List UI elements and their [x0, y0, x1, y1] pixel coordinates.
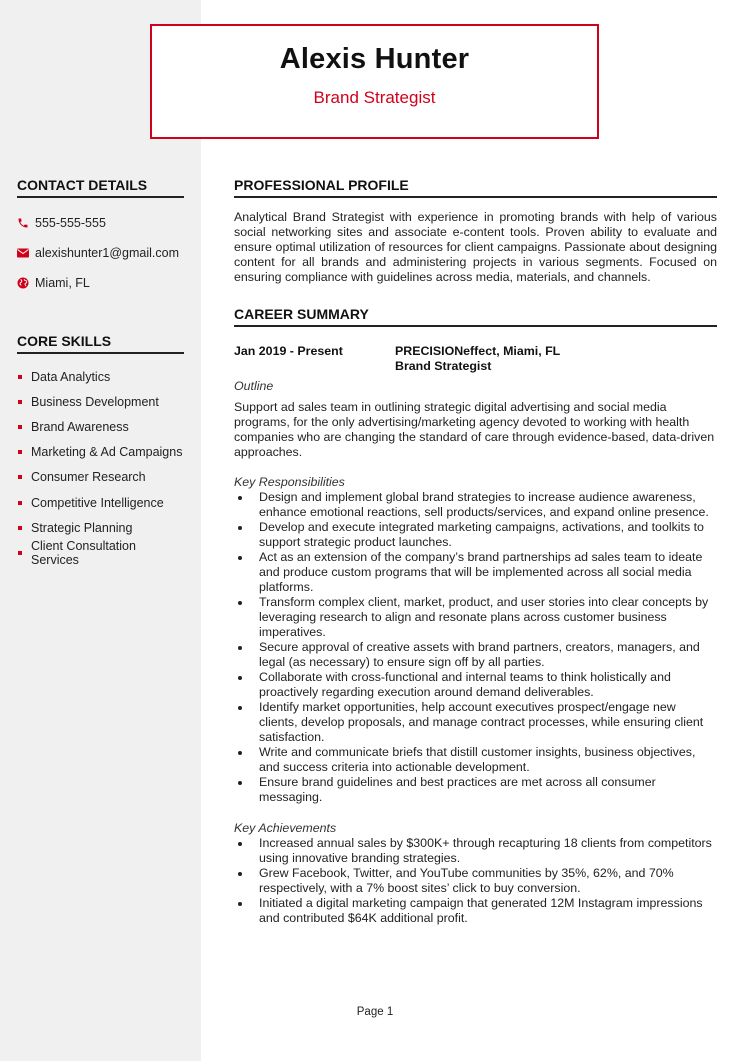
skill-item	[17, 490, 184, 515]
bullet-square-icon	[18, 425, 22, 429]
bullet-icon	[238, 496, 242, 500]
achievements-label: Key Achievements	[234, 821, 337, 835]
list-item-text: Act as an extension of the company’s brand partnerships ad sales team to ideate and produce custom programs that will be implemented across all social media platforms.	[259, 550, 703, 594]
list-item-text: Identify market opportunities, help account executives prospect/engage new clients, develop proposals, and manage contract processes, while ensuring client satisfaction.	[259, 700, 704, 744]
bullet-icon	[238, 526, 242, 530]
skills-title: CORE SKILLS	[17, 333, 184, 354]
page-number: Page 1	[356, 1006, 394, 1018]
skill-item	[17, 364, 184, 389]
skill-item	[17, 440, 184, 465]
contact-phone	[17, 208, 184, 238]
list-item	[234, 550, 717, 595]
bullet-square-icon	[18, 526, 22, 530]
bullet-square-icon	[18, 375, 22, 379]
profile-title: PROFESSIONAL PROFILE	[234, 177, 717, 198]
bullet-icon	[238, 556, 242, 560]
skill-item	[17, 414, 184, 439]
list-item	[234, 896, 717, 926]
candidate-role: Brand Strategist	[313, 88, 436, 107]
list-item	[234, 670, 717, 700]
bullet-square-icon	[18, 400, 22, 404]
profile-section	[234, 177, 717, 285]
contact-location	[17, 268, 184, 298]
responsibilities-list	[234, 490, 717, 805]
career-section	[234, 306, 717, 926]
list-item-text: Design and implement global brand strategies to increase audience awareness, enhance emotional reactions, sell products/services, and expand online presence.	[259, 490, 709, 519]
list-item-text: Ensure brand guidelines and best practices are met across all consumer messaging.	[259, 775, 656, 804]
list-item-text: Develop and execute integrated marketing campaigns, activations, and toolkits to support strategic product launches.	[259, 520, 704, 549]
bullet-square-icon	[18, 450, 22, 454]
skill-label: Brand Awareness	[31, 419, 129, 434]
header-box	[150, 24, 599, 139]
skill-item	[17, 515, 184, 540]
contact-section	[17, 177, 184, 298]
profile-text: Analytical Brand Strategist with experience in promoting brands with help of various social networking sites and associate e-content tools. Proven ability to evaluate and ensure optimal utilization of resources for client campaigns. Passionate about designing content for all brands and administering projects in various segments. Focused on ensuring compliance with guidelines across media, materials, and channels.	[234, 210, 717, 284]
bullet-icon	[238, 781, 242, 785]
list-item-text: Transform complex client, market, product, and user stories into clear concepts by leveraging research to align and resonate plans across customer business imperatives.	[259, 595, 709, 639]
outline-label: Outline	[234, 379, 274, 393]
list-item	[234, 520, 717, 550]
skills-section	[17, 333, 184, 566]
bullet-icon	[238, 902, 242, 906]
candidate-name: Alexis Hunter	[279, 43, 470, 75]
bullet-icon	[238, 676, 242, 680]
skill-label: Business Development	[31, 394, 159, 409]
list-item	[234, 866, 717, 896]
list-item	[234, 595, 717, 640]
email-value: alexishunter1@gmail.com	[35, 246, 180, 260]
list-item-text: Collaborate with cross-functional and internal teams to think holistically and proactively regarding execution around demand deliverables.	[259, 670, 671, 699]
bullet-icon	[238, 842, 242, 846]
bullet-icon	[238, 646, 242, 650]
job-company: PRECISIONeffect, Miami, FL	[395, 344, 561, 358]
bullet-square-icon	[18, 551, 22, 555]
list-item	[234, 775, 717, 805]
skill-label: Consumer Research	[31, 470, 146, 485]
responsibilities-label: Key Responsibilities	[234, 475, 345, 489]
skill-label: Strategic Planning	[31, 520, 133, 535]
globe-icon	[17, 277, 35, 289]
job-dates: Jan 2019 - Present	[234, 344, 343, 358]
career-title: CAREER SUMMARY	[234, 306, 717, 327]
list-item	[234, 490, 717, 520]
contact-title: CONTACT DETAILS	[17, 177, 184, 198]
bullet-square-icon	[18, 501, 22, 505]
list-item	[234, 640, 717, 670]
list-item-text: Grew Facebook, Twitter, and YouTube communities by 35%, 62%, and 70% respectively, with a 7% boost sites’ click to buy conversion.	[259, 866, 674, 895]
list-item-text: Initiated a digital marketing campaign that generated 12M Instagram impressions and contributed $64K additional profit.	[259, 896, 703, 925]
list-item-text: Secure approval of creative assets with brand partners, creators, managers, and legal (as necessary) to ensure sign off by all parties.	[259, 640, 700, 669]
list-item-text: Write and communicate briefs that distill customer insights, business objectives, and success criteria into actionable development.	[259, 745, 696, 774]
skill-label: Competitive Intelligence	[31, 495, 164, 510]
outline-text: Support ad sales team in outlining strategic digital advertising and social media programs, for the only advertising/marketing agency devoted to working with health companies who are changing the standard of care through evidence-based, data-driven approaches.	[234, 400, 715, 459]
skills-list	[17, 364, 184, 566]
job-employer	[395, 344, 560, 374]
skill-label: Data Analytics	[31, 369, 111, 384]
list-item	[234, 836, 717, 866]
phone-icon	[17, 217, 35, 229]
phone-value: 555-555-555	[35, 216, 106, 230]
list-item	[234, 745, 717, 775]
bullet-square-icon	[18, 475, 22, 479]
location-value: Miami, FL	[35, 276, 90, 290]
bullet-icon	[238, 751, 242, 755]
bullet-icon	[238, 706, 242, 710]
job-position: Brand Strategist	[395, 359, 492, 373]
job-header	[234, 344, 717, 374]
achievements-list	[234, 836, 717, 926]
email-icon	[17, 248, 35, 258]
bullet-icon	[238, 601, 242, 605]
skill-item	[17, 465, 184, 490]
contact-email	[17, 238, 184, 268]
list-item	[234, 700, 717, 745]
skill-item	[17, 389, 184, 414]
skill-label: Client Consultation Services	[31, 538, 136, 567]
contact-list	[17, 208, 184, 298]
bullet-icon	[238, 872, 242, 876]
list-item-text: Increased annual sales by $300K+ through recapturing 18 clients from competitors using innovative branding strategies.	[259, 836, 712, 865]
skill-item	[17, 540, 184, 565]
skill-label: Marketing & Ad Campaigns	[31, 445, 183, 460]
